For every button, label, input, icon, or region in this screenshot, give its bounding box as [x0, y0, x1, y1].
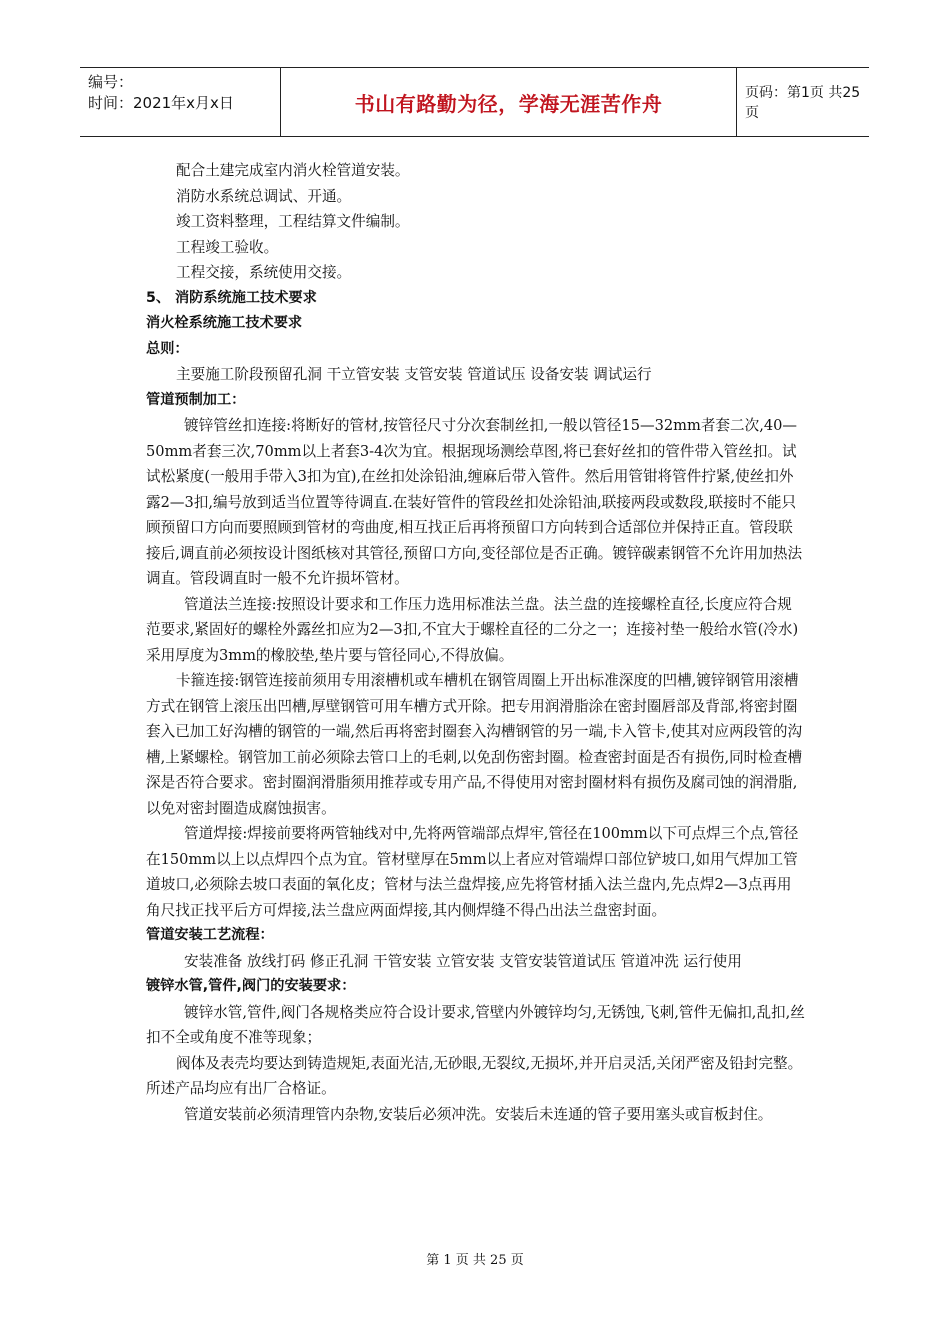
paragraph: 管道法兰连接:按照设计要求和工作压力选用标准法兰盘。法兰盘的连接螺栓直径,长度应符合规范要求,紧固好的螺栓外露丝扣应为2—3扣,不宜大于螺栓直径的二分之一；连接衬垫一般给水管(冷水)采用厚度为3mm的橡胶垫,垫片要与管径同心,不得放偏。: [146, 595, 799, 664]
paragraph: 卡箍连接:钢管连接前须用专用滚槽机或车槽机在钢管周圈上开出标准深度的凹槽,镀锌钢管用滚槽方式在钢管上滚压出凹槽,厚壁钢管可用车槽方式开除。把专用润滑脂涂在密封圈唇部及背部,将密封圈套入已加工好沟槽的钢管的一端,然后再将密封圈套入沟槽钢管的另一端,卡入管卡,使其对应两段管的沟槽,上紧螺栓。钢管加工前必须除去管口上的毛刺,以免刮伤密封圈。检查密封面是否有损伤,同时检查槽深是否符合要求。密封圈润滑脂须用推荐或专用产品,不得使用对密封圈材料有损伤及腐司蚀的润滑脂,以免对密封圈造成腐蚀损害。: [146, 672, 803, 817]
header-meta: [80, 68, 281, 136]
section-heading: 管道安装工艺流程：: [146, 927, 274, 943]
page-header: [80, 67, 869, 137]
section-heading: 镀锌水管,管件,阀门的安装要求：: [146, 978, 356, 994]
number-label: 编号：: [88, 73, 134, 91]
paragraph: 镀锌水管,管件,阀门各规格类应符合设计要求,管壁内外镀锌均匀,无锈蚀,飞刺,管件无偏扣,乱扣,丝扣不全或角度不准等现象；: [146, 1003, 805, 1046]
section-heading: 管道预制加工：: [146, 391, 246, 408]
section-heading: 消火栓系统施工技术要求: [146, 315, 303, 331]
paragraph: 管道安装前必须清理管内杂物,安装后必须冲洗。安装后未连通的管子要用塞头或盲板封住。: [184, 1105, 773, 1123]
paragraph: 工程交接，系统使用交接。: [176, 264, 352, 281]
paragraph: 管道焊接:焊接前要将两管轴线对中,先将两管端部点焊牢,管径在100mm以下可点焊三个点,管径在150mm以上以点焊四个点为宜。管材壁厚在5mm以上者应对管端焊口部位铲坡口,如用气焊加工管道坡口,必须除去坡口表面的氧化皮；管材与法兰盘焊接,应先将管材插入法兰盘内,先点焊2—3点再用角尺找正找平后方可焊接,法兰盘应两面焊接,其内侧焊缝不得凸出法兰盘密封面。: [146, 825, 799, 919]
paragraph: 竣工资料整理，工程结算文件编制。: [176, 213, 410, 230]
paragraph: 安装准备 放线打码 修正孔洞 干管安装 立管安装 支管安装管道试压 管道冲洗 运行使用: [184, 952, 742, 970]
time-label: 时间：2021年x月x日: [88, 94, 234, 112]
section-heading: 5、 消防系统施工技术要求: [146, 289, 317, 306]
section-heading: 总则：: [146, 340, 189, 357]
header-page-info: 页码：第1页 共25页: [745, 85, 861, 121]
document-body: [146, 158, 806, 1127]
paragraph: 配合土建完成室内消火栓管道安装。: [176, 162, 410, 179]
page-footer: 第 1 页 共 25 页: [426, 1253, 524, 1268]
header-motto: 书山有路勤为径，学海无涯苦作舟: [354, 91, 663, 116]
paragraph: 镀锌管丝扣连接:将断好的管材,按管径尺寸分次套制丝扣,一般以管径15—32mm者套二次,40—50mm者套三次,70mm以上者套3-4次为宜。根据现场测绘草图,将已套好丝扣的管件带入管丝扣。试试松紧度(一般用手带入3扣为宜),在丝扣处涂铅油,缠麻后带入管件。然后用管钳将管件拧紧,使丝扣外露2—3扣,编号放到适当位置等待调直.在装好管件的管段丝扣处涂铅油,联接两段或数段,联接时不能只顾预留口方向而要照顾到管材的弯曲度,相互找正后再将预留口方向转到合适部位并保持正直。管段联接后,调直前必须按设计图纸核对其管径,预留口方向,变径部位是否正确。镀锌碳素钢管不允许用加热法调直。管段调直时一般不允许损坏管材。: [146, 417, 803, 587]
header-motto-cell: [281, 68, 737, 136]
paragraph: 主要施工阶段预留孔洞 干立管安装 支管安装 管道试压 设备安装 调试运行: [176, 366, 652, 383]
paragraph: 阀体及表壳均要达到铸造规矩,表面光洁,无砂眼,无裂纹,无损坏,并开启灵活,关闭严密及铅封完整。所述产品均应有出厂合格证。: [146, 1054, 803, 1097]
paragraph: 工程竣工验收。: [176, 238, 279, 256]
paragraph: 消防水系统总调试、开通。: [176, 187, 352, 205]
